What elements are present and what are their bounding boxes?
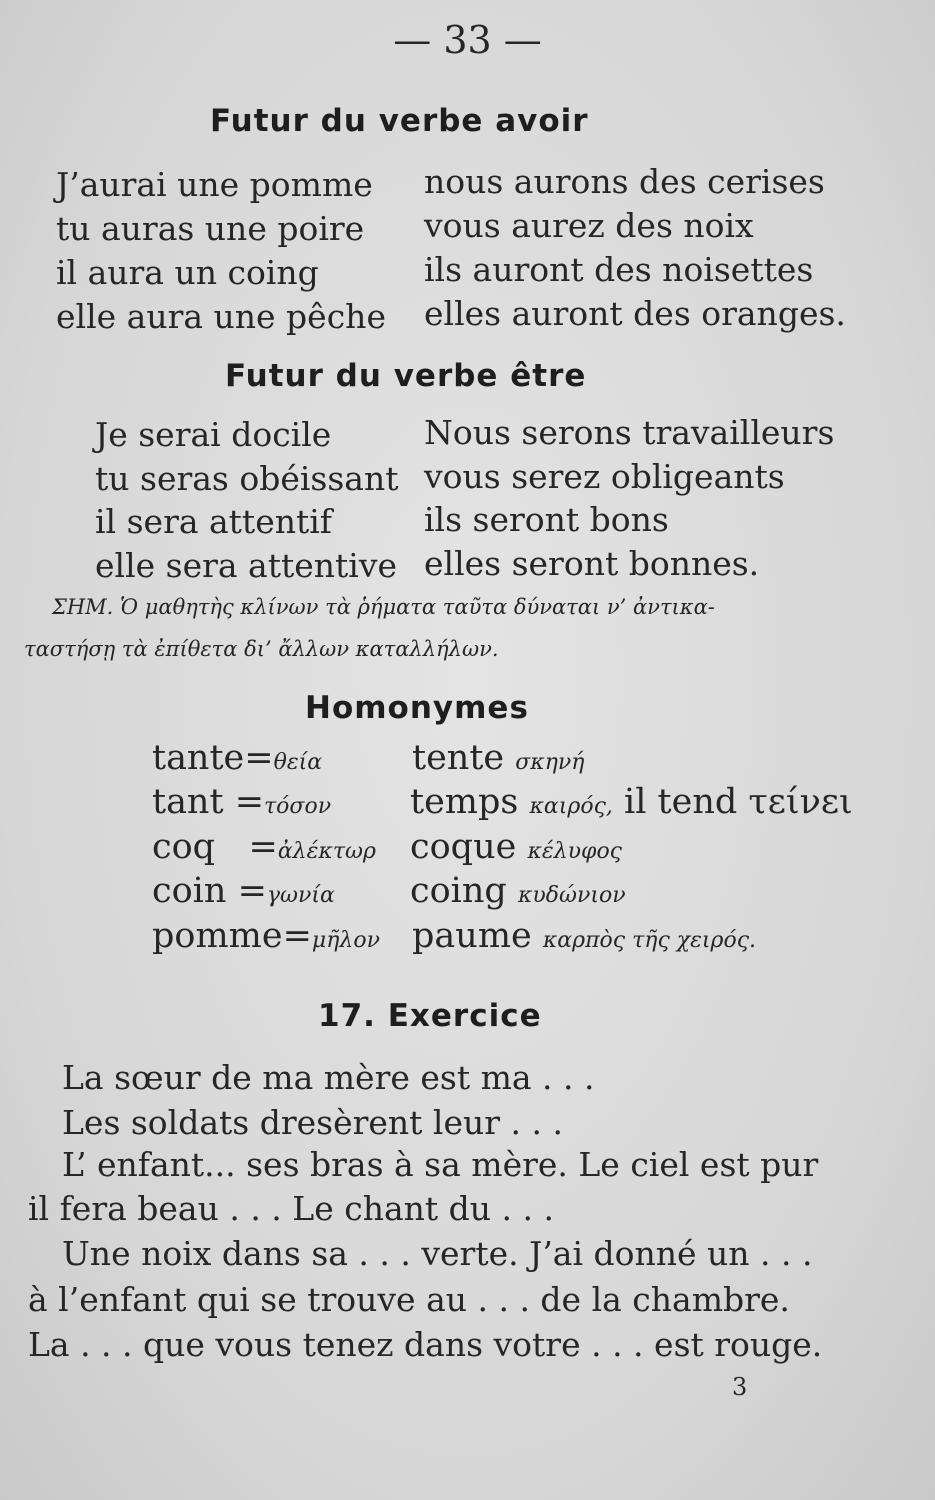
etre-right-3: ils seront bons <box>424 500 669 539</box>
homonym-row <box>152 871 335 911</box>
exercice-line-7: La . . . que vous tenez dans votre . . . est rouge. <box>28 1325 823 1364</box>
homonym-pair <box>412 916 756 956</box>
homonym-row <box>152 738 322 778</box>
homonym-word: tante <box>152 738 245 778</box>
homonymes-title: Homonymes <box>305 690 529 726</box>
avoir-left-3: il aura un coing <box>56 253 319 292</box>
etre-left-1: Je serai docile <box>95 415 332 454</box>
homonym-word: temps <box>410 782 519 822</box>
etre-left-4: elle sera attentive <box>95 546 398 585</box>
equals-sign: = <box>244 738 274 778</box>
greek-gloss: μῆλον <box>311 928 380 953</box>
section-etre-title: Futur du verbe être <box>225 358 587 394</box>
homonym-word: coing <box>410 871 507 911</box>
greek-gloss: γωνία <box>266 883 335 908</box>
avoir-left-1: J’aurai une pomme <box>56 165 373 204</box>
homonym-extra: il tend τείνει <box>624 782 853 822</box>
homonym-pair <box>410 871 626 911</box>
exercice-title: 17. Exercice <box>318 998 542 1034</box>
homonym-word: coque <box>410 827 517 867</box>
homonym-pair <box>410 782 853 822</box>
exercice-line-5: Une noix dans sa . . . verte. J’ai donné un . . . <box>62 1234 813 1273</box>
etre-right-4: elles seront bonnes. <box>424 544 760 583</box>
homonym-word: paume <box>412 916 532 956</box>
etre-right-2: vous serez obligeants <box>424 457 785 496</box>
homonym-word: pomme <box>152 916 283 956</box>
exercice-line-2: Les soldats dresèrent leur . . . <box>62 1103 563 1142</box>
homonym-row <box>152 916 380 956</box>
greek-gloss: κέλυφος <box>527 839 623 864</box>
avoir-right-3: ils auront des noisettes <box>424 250 814 289</box>
etre-left-2: tu seras obéissant <box>95 459 399 498</box>
etre-right-1: Nous serons travailleurs <box>424 413 835 452</box>
greek-gloss: καρπὸς τῆς χειρός. <box>542 928 757 953</box>
greek-gloss: κυδώνιον <box>517 883 626 908</box>
homonym-pair <box>410 827 622 867</box>
avoir-left-4: elle aura une pêche <box>56 297 386 336</box>
etre-left-3: il sera attentif <box>95 502 333 541</box>
avoir-right-2: vous aurez des noix <box>424 206 754 245</box>
exercice-line-4: il fera beau . . . Le chant du . . . <box>28 1189 554 1228</box>
greek-gloss: σκηνή <box>515 750 585 775</box>
exercice-line-1: La sœur de ma mère est ma . . . <box>62 1058 595 1097</box>
greek-gloss: καιρός, <box>529 794 613 819</box>
signature-mark: 3 <box>732 1373 748 1401</box>
equals-sign: = <box>282 916 312 956</box>
greek-gloss: θεία <box>273 750 323 775</box>
homonym-pair <box>412 738 584 778</box>
avoir-left-2: tu auras une poire <box>56 209 365 248</box>
equals-sign: = <box>234 782 265 822</box>
exercice-line-6: à l’enfant qui se trouve au . . . de la chambre. <box>28 1280 790 1319</box>
homonym-word: tente <box>412 738 505 778</box>
homonym-word: tant <box>152 782 224 822</box>
section-avoir-title: Futur du verbe avoir <box>210 103 589 139</box>
homonym-word: coq <box>152 827 216 867</box>
equals-sign: = <box>248 827 278 867</box>
homonym-row <box>152 827 376 867</box>
homonym-row <box>152 782 331 822</box>
equals-sign: = <box>237 871 267 911</box>
greek-gloss: τόσον <box>264 794 332 819</box>
avoir-right-1: nous aurons des cerises <box>424 162 825 201</box>
greek-note-line-2: ταστήσῃ τὰ ἐπίθετα δι’ ἄλλων καταλλήλων. <box>24 637 499 661</box>
greek-gloss: ἀλέκτωρ <box>277 839 376 864</box>
page-number: — 33 — <box>393 18 542 62</box>
exercice-line-3: L’ enfant... ses bras à sa mère. Le ciel est pur <box>62 1145 819 1184</box>
avoir-right-4: elles auront des oranges. <box>424 294 846 333</box>
homonym-word: coin <box>152 871 227 911</box>
greek-note-line-1: ΣΗΜ. Ὁ μαθητὴς κλίνων τὰ ῥήματα ταῦτα δύναται ν’ ἀντικα- <box>52 595 715 619</box>
